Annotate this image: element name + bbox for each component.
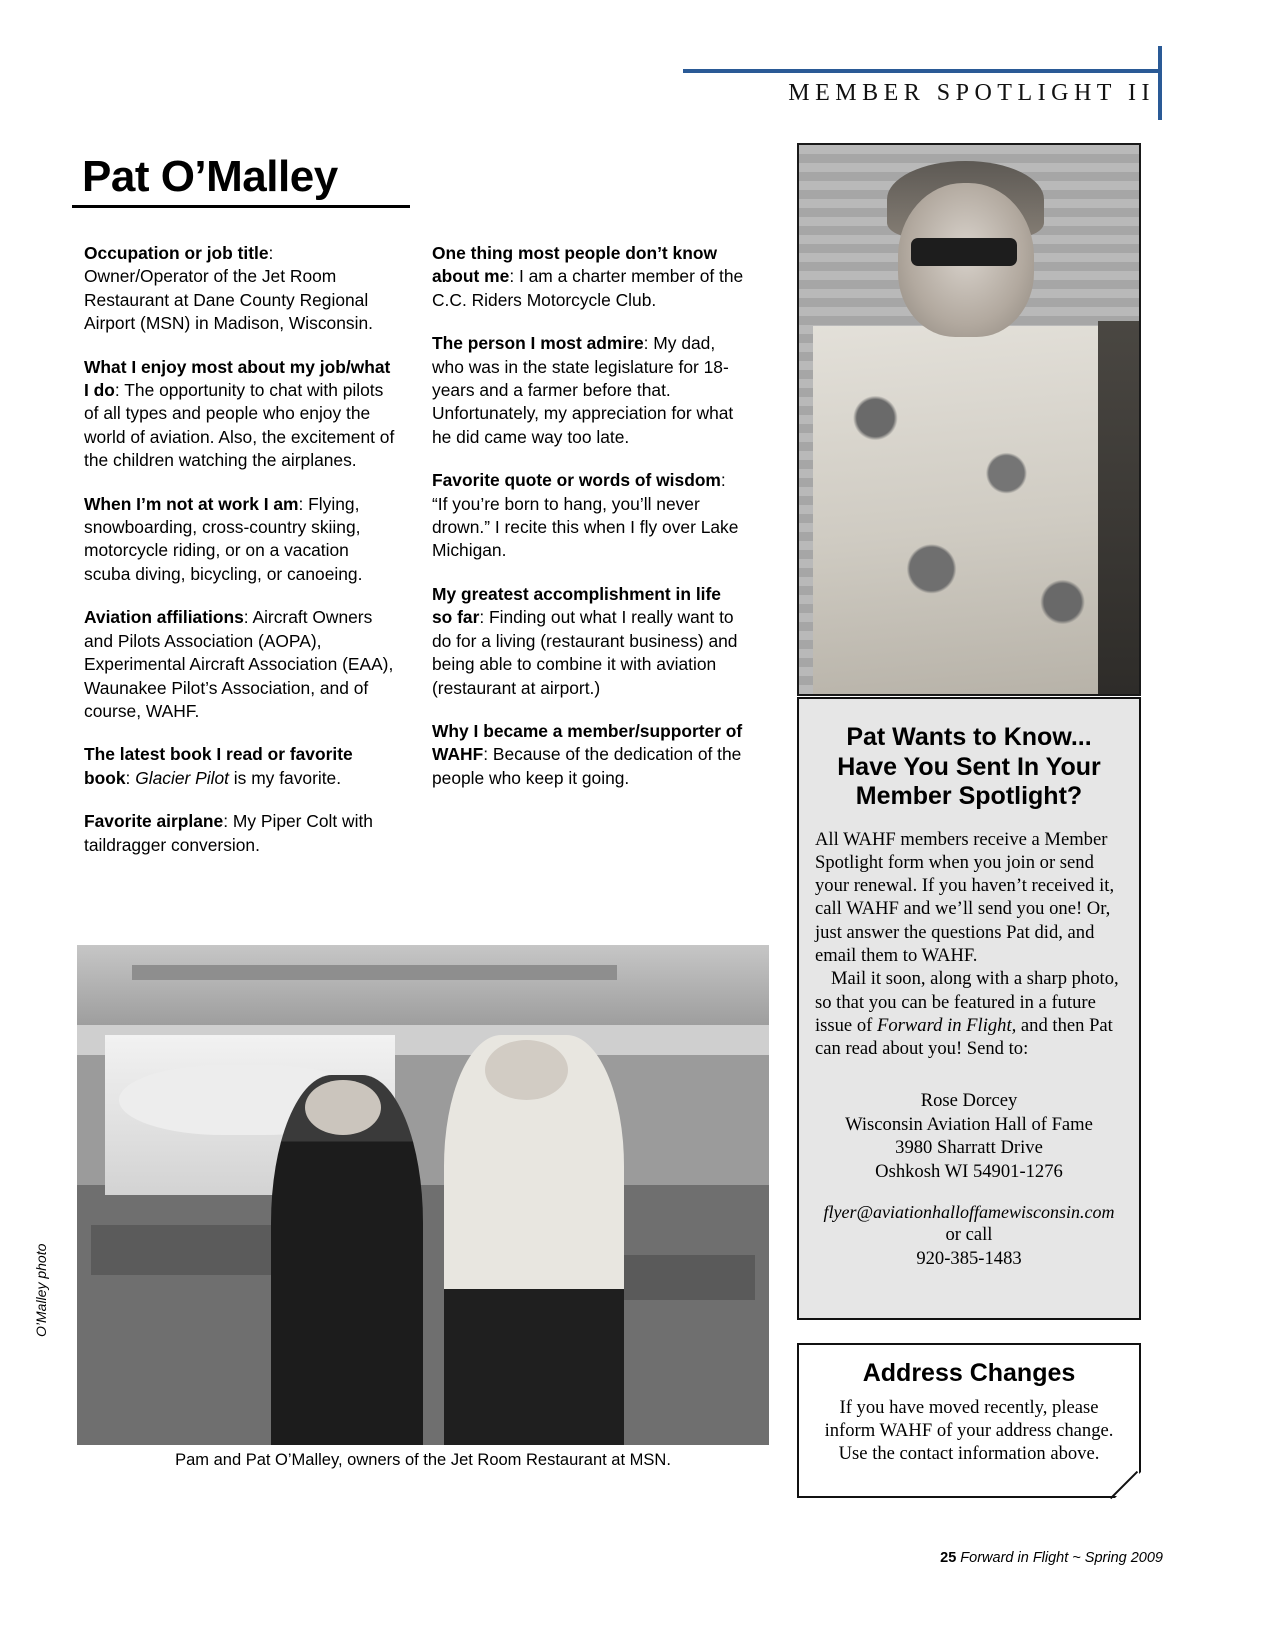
qa-item (84, 242, 396, 336)
qa-answer: : I am a charter member of the C.C. Riders Motorcycle Club. (432, 266, 744, 310)
or-call-label: or call (945, 1223, 993, 1245)
address-changes-body: If you have moved recently, please inform WAHF of your address change. Use the contact information above. (824, 1397, 1114, 1465)
qa-answer: : “If you’re born to hang, you’ll never drown.” I recite this when I fly over Lake Michigan. (432, 470, 739, 561)
qa-item (432, 720, 744, 790)
spotlight-heading-line3: Member Spotlight? (855, 782, 1083, 810)
qa-question: The person I most admire (432, 333, 644, 354)
qa-item (432, 332, 744, 449)
photo-caption: Pam and Pat O’Malley, owners of the Jet Room Restaurant at MSN. (175, 1451, 671, 1469)
qa-answer-pre: : (125, 767, 136, 788)
spotlight-heading (815, 723, 1123, 812)
qa-question: Occupation or job title (84, 243, 269, 263)
spotlight-heading-line2: Have You Sent In Your (837, 752, 1101, 781)
folded-corner-icon (1115, 1472, 1141, 1498)
qa-item (432, 242, 744, 312)
spotlight-heading-line1: Pat Wants to Know... (846, 723, 1092, 751)
header-rule-vertical (1158, 46, 1162, 120)
qa-question: When I’m not at work I am (84, 493, 299, 514)
article-column-left (84, 242, 396, 857)
title-underline (72, 205, 410, 208)
spotlight-p2-pre: Mail it soon, along with a sharp photo, so that you can be featured in a future issue of (815, 968, 1119, 1037)
qa-answer: : Finding out what I really want to do for a living (restaurant business) and being able to combine it with aviation (restaurant at airport.) (432, 607, 738, 698)
qa-item (84, 356, 396, 473)
qa-answer: : Flying, snowboarding, cross-country skiing, motorcycle riding, or on a vacation scuba diving, bicycling, or canoeing. (84, 493, 363, 584)
address-changes-box (797, 1343, 1141, 1498)
qa-question: Aviation affiliations (84, 607, 244, 628)
page-header (0, 0, 1275, 130)
qa-answer: : Because of the dedication of the people who keep it going. (432, 744, 742, 788)
section-title: MEMBER SPOTLIGHT II (788, 80, 1155, 106)
address-name: Rose Dorcey (920, 1089, 1018, 1111)
qa-answer: : My Piper Colt with taildragger conversion. (84, 811, 373, 855)
photo-credit: O’Malley photo (33, 1243, 49, 1337)
mailing-address (815, 1089, 1123, 1184)
qa-answer: : Owner/Operator of the Jet Room Restaurant at Dane County Regional Airport (MSN) in Madison, Wisconsin. (84, 243, 373, 334)
publication-name: Forward in Flight ~ Spring 2009 (960, 1550, 1163, 1566)
qa-question: Why I became a member/supporter of WAHF (432, 720, 743, 765)
portrait-photo (797, 143, 1141, 696)
address-changes-heading: Address Changes (862, 1359, 1076, 1387)
article-columns (72, 242, 772, 857)
qa-answer: : Aircraft Owners and Pilots Association (AOPA), Experimental Aircraft Association (EAA), Waunakee Pilot’s Association, and of course, WAHF. (84, 607, 394, 721)
qa-answer: : My dad, who was in the state legislature for 18-years and a farmer before that. Unfortunately, my appreciation for what he did came way too late. (432, 333, 734, 447)
article-body (72, 143, 772, 857)
qa-question: My greatest accomplishment in life so far (432, 583, 721, 628)
address-street: 3980 Sharratt Drive (895, 1137, 1043, 1159)
qa-answer-post: is my favorite. (228, 767, 342, 788)
qa-answer: : The opportunity to chat with pilots of all types and people who enjoy the world of aviation. Also, the excitement of the children watching the airplanes. (84, 380, 395, 471)
article-column-right (432, 242, 744, 857)
header-rule-horizontal (683, 69, 1161, 73)
contact-email[interactable]: flyer@aviationhalloffamewisconsin.com (823, 1201, 1115, 1222)
page-title: Pat O’Malley (82, 152, 338, 201)
qa-question: One thing most people don’t know about me (432, 243, 718, 287)
qa-item (432, 469, 744, 563)
qa-item (84, 810, 396, 857)
qa-item (84, 743, 396, 790)
address-organization: Wisconsin Aviation Hall of Fame (845, 1113, 1093, 1135)
spotlight-paragraph-1: All WAHF members receive a Member Spotlight form when you join or send your renewal. If you haven’t received it, call WAHF and we’ll send you one! Or, just answer the questions Pat did, and email them to WAHF. (815, 828, 1115, 967)
spotlight-p2-post: and then Pat can read about you! Send to: (815, 1015, 1113, 1060)
spotlight-callout-box (797, 697, 1141, 1320)
qa-item (84, 493, 396, 587)
page-number: 25 (940, 1550, 957, 1566)
qa-item (84, 606, 396, 723)
spotlight-p2-italic: Forward in Flight, (876, 1015, 1017, 1037)
contact-phone: 920-385-1483 (916, 1247, 1022, 1269)
restaurant-photo (77, 945, 769, 1445)
qa-question: What I enjoy most about my job/what I do (84, 356, 391, 401)
qa-question: Favorite quote or words of wisdom (432, 470, 721, 491)
spotlight-paragraph-2 (815, 967, 1123, 1060)
qa-item (432, 583, 744, 700)
address-city-state-zip: Oshkosh WI 54901-1276 (875, 1161, 1063, 1183)
qa-question: The latest book I read or favorite book (84, 744, 353, 788)
qa-answer-italic: Glacier Pilot (135, 767, 229, 788)
qa-question: Favorite airplane (84, 811, 224, 832)
page-footer (940, 1550, 1163, 1566)
